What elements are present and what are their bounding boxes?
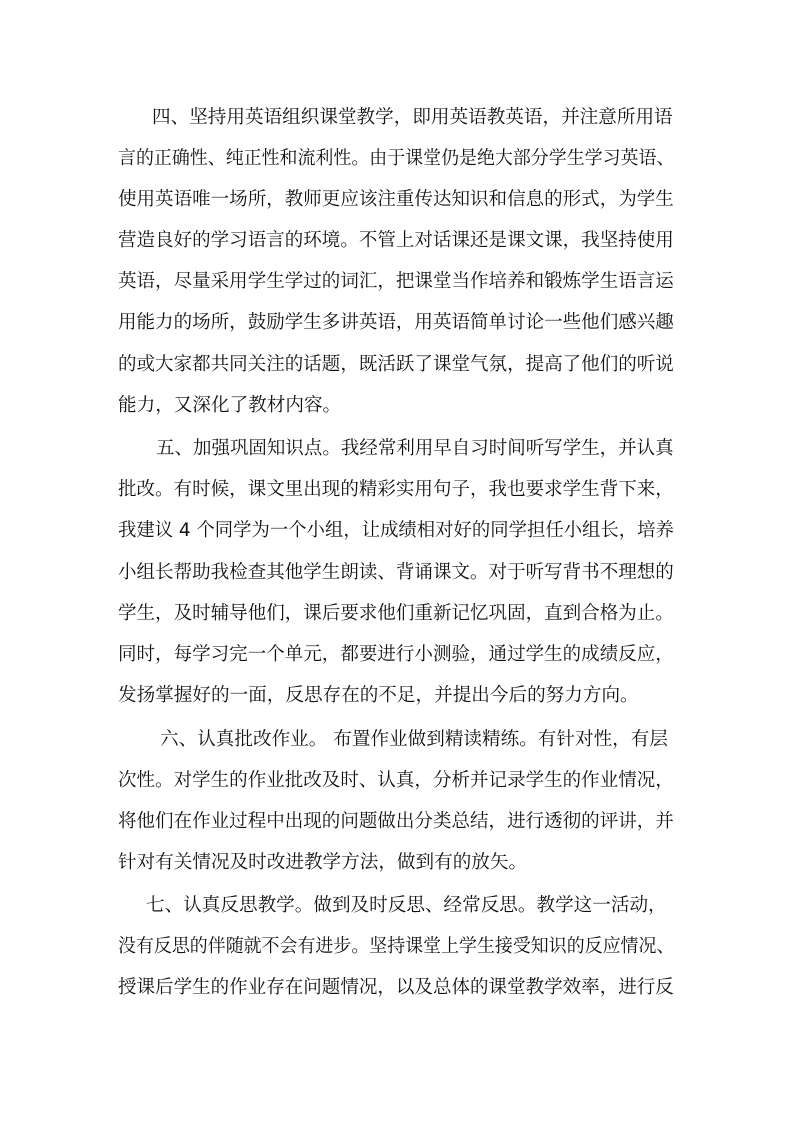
paragraph-4-line-2: 言的正确性、纯正性和流利性。由于课堂仍是绝大部分学生学习英语、 — [118, 148, 675, 169]
paragraph-5-line-3: 我建议 4 个同学为一个小组，让成绩相对好的同学担任小组长，培养 — [118, 520, 674, 541]
paragraph-5-line-6: 同时，每学习完一个单元，都要进行小测验，通过学生的成绩反应， — [118, 644, 674, 665]
paragraph-7-line-3: 授课后学生的作业存在问题情况，以及总体的课堂教学效率，进行反 — [118, 977, 674, 998]
paragraph-6-line-1: 六、认真批改作业。 布置作业做到精读精练。有针对性，有层 — [160, 729, 668, 750]
paragraph-4-line-3: 使用英语唯一场所，教师更应该注重传达知识和信息的形式，为学生 — [118, 189, 674, 210]
paragraph-7-line-2: 没有反思的伴随就不会有进步。坚持课堂上学生接受知识的反应情况、 — [118, 936, 675, 957]
paragraph-5-line-5: 学生，及时辅导他们，课后要求他们重新记忆巩固，直到合格为止。 — [118, 603, 674, 624]
paragraph-7-line-1: 七、认真反思教学。做到及时反思、经常反思。教学这一活动， — [146, 895, 667, 916]
paragraph-4-line-1: 四、坚持用英语组织课堂教学，即用英语教英语，并注意所用语 — [152, 107, 673, 128]
paragraph-5-line-1: 五、加强巩固知识点。我经常利用早自习时间听写学生，并认真 — [156, 438, 674, 459]
paragraph-5-line-7: 发扬掌握好的一面，反思存在的不足，并提出今后的努力方向。 — [118, 685, 639, 706]
paragraph-5-line-4: 小组长帮助我检查其他学生朗读、背诵课文。对于听写背书不理想的 — [118, 562, 674, 583]
paragraph-6-line-4: 针对有关情况及时改进教学方法，做到有的放矢。 — [118, 852, 528, 873]
paragraph-4-line-7: 的或大家都共同关注的话题，既活跃了课堂气氛，提高了他们的听说 — [118, 354, 674, 375]
paragraph-6-line-3: 将他们在作业过程中出现的问题做出分类总结，进行透彻的评讲，并 — [118, 811, 674, 832]
paragraph-4-line-8: 能力，又深化了教材内容。 — [118, 395, 342, 416]
paragraph-5-line-2: 批改。有时候，课文里出现的精彩实用句子，我也要求学生背下来， — [118, 479, 674, 500]
paragraph-6-line-2: 次性。对学生的作业批改及时、认真，分析并记录学生的作业情况， — [118, 770, 674, 791]
paragraph-4-line-5: 英语，尽量采用学生学过的词汇，把课堂当作培养和锻炼学生语言运 — [118, 271, 674, 292]
paragraph-4-line-6: 用能力的场所，鼓励学生多讲英语，用英语简单讨论一些他们感兴趣 — [118, 312, 674, 333]
paragraph-4-line-4: 营造良好的学习语言的环境。不管上对话课还是课文课，我坚持使用 — [118, 230, 674, 251]
